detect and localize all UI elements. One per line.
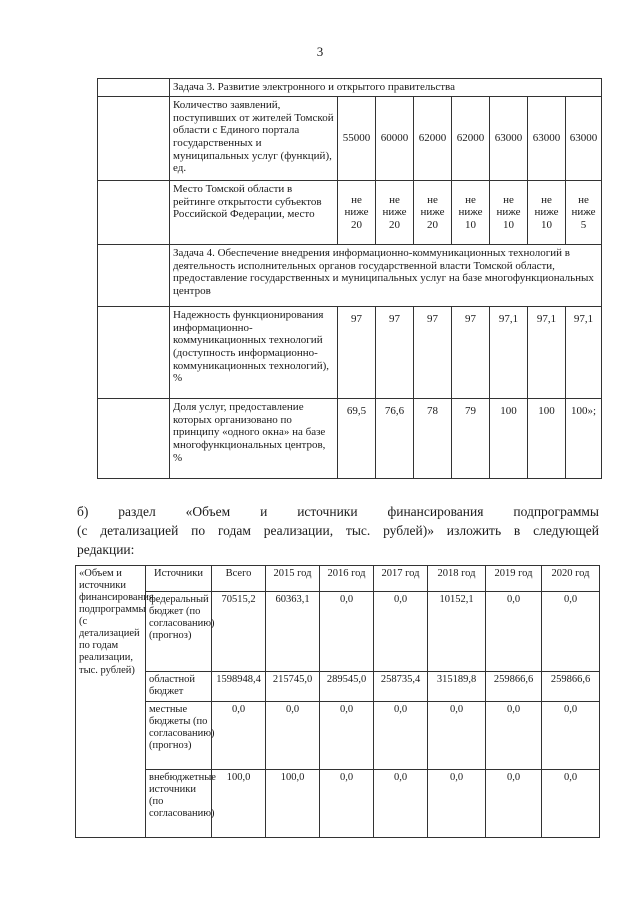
source-cell: федеральный бюджет (по согласованию) (прогноз)	[146, 592, 212, 672]
cell-value: 78	[414, 399, 452, 479]
table-row	[76, 770, 600, 838]
cell-value: 100,0	[212, 770, 266, 838]
cell-value: не ниже 20	[414, 181, 452, 245]
cell-value: 315189,8	[428, 672, 486, 702]
cell-value: 289545,0	[320, 672, 374, 702]
cell-value: 62000	[452, 97, 490, 181]
cell-value: 97	[452, 307, 490, 399]
cell-value: 100	[528, 399, 566, 479]
table-row	[76, 702, 600, 770]
cell-value: 97,1	[490, 307, 528, 399]
cell-value: 0,0	[486, 702, 542, 770]
header-cell: 2020 год	[542, 566, 600, 592]
cell-value: 0,0	[374, 702, 428, 770]
cell-value: 0,0	[542, 702, 600, 770]
header-cell: 2016 год	[320, 566, 374, 592]
indicators-table	[97, 78, 602, 479]
cell-value: 97,1	[566, 307, 602, 399]
cell-value: 258735,4	[374, 672, 428, 702]
page-number: 3	[316, 44, 324, 59]
cell-value: 0,0	[266, 702, 320, 770]
cell-value: 63000	[528, 97, 566, 181]
cell-value: 259866,6	[486, 672, 542, 702]
source-cell: местные бюджеты (по согласованию) (прогноз)	[146, 702, 212, 770]
cell-value: 100,0	[266, 770, 320, 838]
row-label: Место Томской области в рейтинге открытости субъектов Российской Федерации, место	[170, 181, 338, 245]
cell-value: 60000	[376, 97, 414, 181]
table-row	[76, 592, 600, 672]
cell-value: 60363,1	[266, 592, 320, 672]
financing-label: «Объем и источники финансирования подпрограммы (с детализацией по годам реализации, тыс. рублей)	[76, 566, 146, 838]
financing-table	[75, 565, 600, 838]
cell-value: 10152,1	[428, 592, 486, 672]
cell-value: 97	[414, 307, 452, 399]
cell-value: не ниже 10	[452, 181, 490, 245]
row-label: Надежность функционирования информационно-коммуникационных технологий (доступность информационно-коммуникационных технологий), %	[170, 307, 338, 399]
cell-value: 0,0	[428, 702, 486, 770]
cell-value: не ниже 20	[338, 181, 376, 245]
cell-value: 97	[376, 307, 414, 399]
cell-value: 0,0	[320, 702, 374, 770]
header-cell: Всего	[212, 566, 266, 592]
cell-value: 1598948,4	[212, 672, 266, 702]
cell-value: 70515,2	[212, 592, 266, 672]
paragraph-line: редакции:	[77, 542, 135, 557]
cell-value: 0,0	[428, 770, 486, 838]
cell-value: 0,0	[212, 702, 266, 770]
header-cell: 2015 год	[266, 566, 320, 592]
cell-value: 0,0	[542, 770, 600, 838]
cell-value: 0,0	[542, 592, 600, 672]
cell-value: не ниже 20	[376, 181, 414, 245]
table-row	[98, 181, 602, 245]
cell-value: 76,6	[376, 399, 414, 479]
table-row	[98, 307, 602, 399]
cell-value: 62000	[414, 97, 452, 181]
table-row	[76, 672, 600, 702]
header-cell: 2018 год	[428, 566, 486, 592]
cell-value: 0,0	[486, 770, 542, 838]
cell-value: 259866,6	[542, 672, 600, 702]
body-paragraph	[77, 502, 599, 559]
cell-value: не ниже 10	[490, 181, 528, 245]
cell-value: 0,0	[320, 770, 374, 838]
cell-value: 100	[490, 399, 528, 479]
cell-value: 97	[338, 307, 376, 399]
cell-value: 0,0	[374, 770, 428, 838]
source-cell: областной бюджет	[146, 672, 212, 702]
paragraph-line: (с детализацией по годам реализации, тыс. рублей)» изложить в следующей	[77, 523, 599, 538]
empty-cell	[98, 79, 170, 97]
cell-value: 79	[452, 399, 490, 479]
cell-value: 215745,0	[266, 672, 320, 702]
cell-value: не ниже 5	[566, 181, 602, 245]
header-cell: Источники	[146, 566, 212, 592]
cell-value: 0,0	[320, 592, 374, 672]
cell-value: 100»;	[566, 399, 602, 479]
cell-value: не ниже 10	[528, 181, 566, 245]
cell-value: 69,5	[338, 399, 376, 479]
header-cell: 2019 год	[486, 566, 542, 592]
task3-title: Задача 3. Развитие электронного и открытого правительства	[170, 79, 602, 97]
header-cell: 2017 год	[374, 566, 428, 592]
cell-value: 0,0	[486, 592, 542, 672]
cell-value: 63000	[490, 97, 528, 181]
table-row	[98, 97, 602, 181]
table-row	[98, 399, 602, 479]
source-cell: внебюджетные источники (по согласованию)	[146, 770, 212, 838]
cell-value: 63000	[566, 97, 602, 181]
row-label: Доля услуг, предоставление которых организовано по принципу «одного окна» на базе многофункциональных центров, %	[170, 399, 338, 479]
paragraph-line: б) раздел «Объем и источники финансирования подпрограммы	[77, 504, 599, 519]
cell-value: 55000	[338, 97, 376, 181]
row-label: Количество заявлений, поступивших от жителей Томской области с Единого портала государственных и муниципальных услуг (функций), ед.	[170, 97, 338, 181]
cell-value: 97,1	[528, 307, 566, 399]
cell-value: 0,0	[374, 592, 428, 672]
task4-title: Задача 4. Обеспечение внедрения информационно-коммуникационных технологий в деятельность исполнительных органов государственной власти Томской области, предоставление государственных и муниципальных услуг на базе многофункциональных центров	[170, 245, 602, 307]
